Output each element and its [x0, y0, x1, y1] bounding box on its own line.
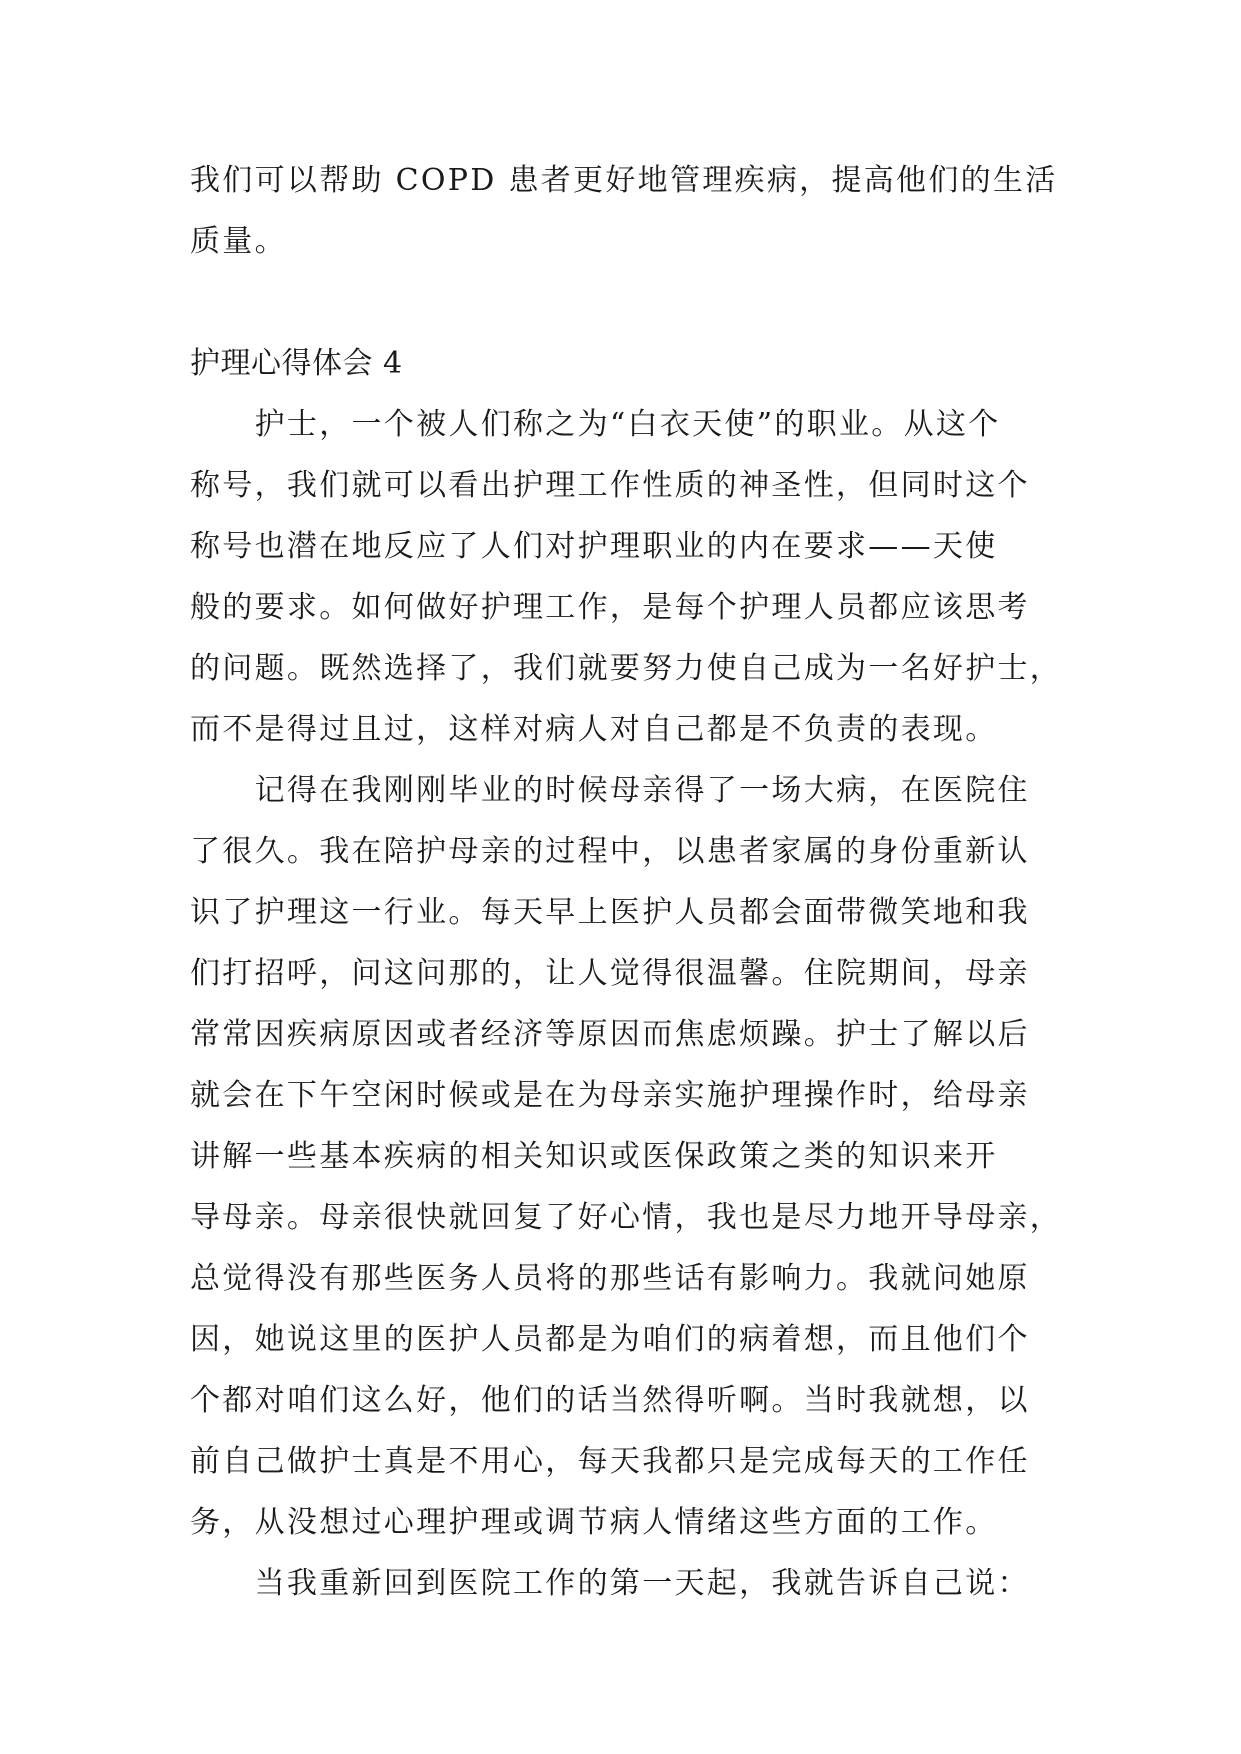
- text-line: 讲解一些基本疾病的相关知识或医保政策之类的知识来开: [190, 1139, 998, 1174]
- text-line: 当我重新回到医院工作的第一天起，我就告诉自己说：: [190, 1566, 1030, 1601]
- text-line: 般的要求。如何做好护理工作，是每个护理人员都应该思考: [190, 590, 1030, 625]
- text-line: 个都对咱们这么好，他们的话当然得听啊。当时我就想，以: [190, 1383, 1030, 1418]
- text-line: 我们可以帮助 COPD 患者更好地管理疾病，提高他们的生活: [190, 163, 1058, 198]
- paragraph-1: [190, 394, 1063, 760]
- section-title: 护理心得体会 4: [190, 346, 403, 381]
- paragraph-3: [190, 1553, 1050, 1614]
- text-line: 称号也潜在地反应了人们对护理职业的内在要求——天使: [190, 529, 998, 564]
- text-line: 前自己做护士真是不用心，每天我都只是完成每天的工作任: [190, 1444, 1030, 1479]
- text-line: 们打招呼，问这问那的，让人觉得很温馨。住院期间，母亲: [190, 956, 1030, 991]
- intro-paragraph: [190, 150, 1058, 272]
- text-line: 总觉得没有那些医务人员将的那些话有影响力。我就问她原: [190, 1261, 1030, 1296]
- text-line: 称号，我们就可以看出护理工作性质的神圣性，但同时这个: [190, 468, 1030, 503]
- text-line: 因，她说这里的医护人员都是为咱们的病着想，而且他们个: [190, 1322, 1030, 1357]
- text-line: 护士，一个被人们称之为“白衣天使”的职业。从这个: [190, 407, 1001, 442]
- text-line: 记得在我刚刚毕业的时候母亲得了一场大病，在医院住: [190, 773, 1030, 808]
- text-line: 质量。: [190, 224, 287, 259]
- text-line: 了很久。我在陪护母亲的过程中，以患者家属的身份重新认: [190, 834, 1030, 869]
- text-line: 常常因疾病原因或者经济等原因而焦虑烦躁。护士了解以后: [190, 1017, 1030, 1052]
- text-line: 务，从没想过心理护理或调节病人情绪这些方面的工作。: [190, 1505, 998, 1540]
- text-line: 导母亲。母亲很快就回复了好心情，我也是尽力地开导母亲，: [190, 1200, 1063, 1235]
- text-line: 识了护理这一行业。每天早上医护人员都会面带微笑地和我: [190, 895, 1030, 930]
- text-line: 而不是得过且过，这样对病人对自己都是不负责的表现。: [190, 712, 998, 747]
- paragraph-2: [190, 760, 1063, 1553]
- text-line: 就会在下午空闲时候或是在为母亲实施护理操作时，给母亲: [190, 1078, 1030, 1113]
- text-line: 的问题。既然选择了，我们就要努力使自己成为一名好护士，: [190, 651, 1063, 686]
